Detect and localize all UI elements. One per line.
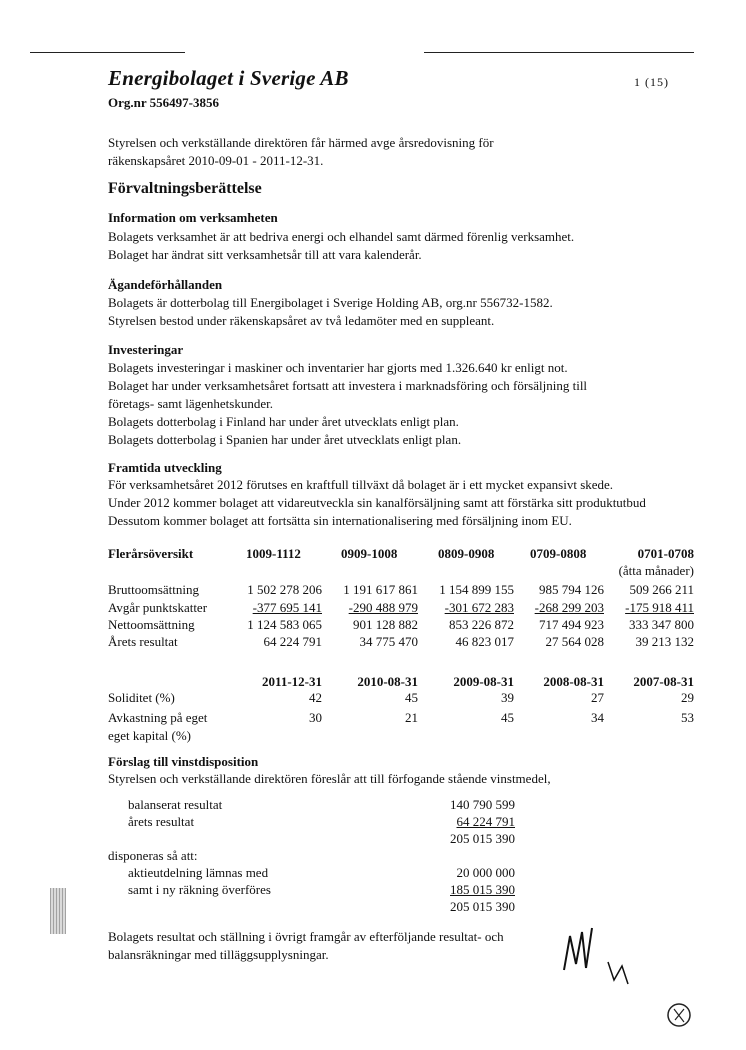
row-label-brutto: Bruttoomsättning — [108, 582, 199, 597]
page-number: 1 (15) — [634, 75, 669, 89]
row-label-soliditet: Soliditet (%) — [108, 690, 175, 705]
period-5-note: (åtta månader) — [618, 563, 694, 578]
scan-artifact — [50, 888, 66, 934]
future-line-2: Under 2012 kommer bolaget att vidareutveckla sin kanalförsäljning samt att förstärka sitt produktutbud — [108, 495, 646, 510]
avkastning-c1: 30 — [309, 710, 322, 725]
brutto-c5: 509 266 211 — [629, 582, 694, 597]
invest-heading: Investeringar — [108, 342, 184, 357]
disp2-item-2-label: samt i ny räkning överföres — [128, 882, 271, 897]
brutto-c2: 1 191 617 861 — [343, 582, 418, 597]
punkt-c5: -175 918 411 — [625, 600, 694, 615]
disp2-item-2-value: 185 015 390 — [450, 882, 515, 897]
disp-item-2-value: 64 224 791 — [456, 814, 515, 829]
invest-line-1: Bolagets investeringar i maskiner och inventarier har gjorts med 1.326.640 kr enligt not. — [108, 360, 568, 375]
initials-stroke-1 — [564, 932, 586, 970]
soliditet-c3: 39 — [501, 690, 514, 705]
resultat-c2: 34 775 470 — [359, 634, 418, 649]
date-c5: 2007-08-31 — [633, 674, 694, 689]
invest-line-4: Bolagets dotterbolag i Finland har under året utvecklats enligt plan. — [108, 414, 459, 429]
resultat-c1: 64 224 791 — [263, 634, 322, 649]
date-c2: 2010-08-31 — [357, 674, 418, 689]
invest-line-2: Bolaget har under verksamhetsåret fortsatt att investera i marknadsföring och försäljning till — [108, 378, 588, 393]
handwritten-initials — [556, 918, 646, 990]
punkt-c4: -268 299 203 — [534, 600, 604, 615]
owner-heading: Ägandeförhållanden — [108, 277, 223, 292]
invest-line-5: Bolagets dotterbolag i Spanien har under året utvecklats enligt plan. — [108, 432, 462, 447]
disposed-label: disponeras så att: — [108, 848, 198, 863]
info-line-1: Bolagets verksamhet är att bedriva energi och elhandel samt därmed förenlig verksamhet. — [108, 229, 575, 244]
brutto-c3: 1 154 899 155 — [439, 582, 514, 597]
resultat-c4: 27 564 028 — [545, 634, 604, 649]
row-label-netto: Nettoomsättning — [108, 617, 195, 632]
multi-year-label: Flerårsöversikt — [108, 546, 194, 561]
date-c3: 2009-08-31 — [453, 674, 514, 689]
section-title: Förvaltningsberättelse — [108, 180, 262, 197]
future-line-3: Dessutom kommer bolaget att fortsätta sin internationalisering med försäljning inom EU. — [108, 513, 572, 528]
resultat-c3: 46 823 017 — [455, 634, 514, 649]
netto-c4: 717 494 923 — [539, 617, 604, 632]
period-4: 0709-0808 — [530, 546, 587, 561]
top-rule-right — [424, 52, 694, 53]
row-label-avkastning-2: eget kapital (%) — [108, 728, 192, 743]
closing-line-1: Bolagets resultat och ställning i övrigt framgår av efterföljande resultat- och — [108, 929, 504, 944]
avkastning-c4: 34 — [591, 710, 604, 725]
disp2-item-1-label: aktieutdelning lämnas med — [128, 865, 269, 880]
disp-item-2-label: årets resultat — [128, 814, 195, 829]
invest-line-3: företags- samt lägenhetskunder. — [108, 396, 273, 411]
netto-c1: 1 124 583 065 — [247, 617, 322, 632]
disp-sum-2: 205 015 390 — [450, 899, 515, 914]
date-c4: 2008-08-31 — [543, 674, 604, 689]
period-1: 1009-1112 — [246, 546, 301, 561]
punkt-c3: -301 672 283 — [444, 600, 514, 615]
initials-stroke-3 — [608, 962, 628, 984]
netto-c3: 853 226 872 — [449, 617, 514, 632]
punkt-c1: -377 695 141 — [252, 600, 322, 615]
punkt-c2: -290 488 979 — [348, 600, 418, 615]
period-2: 0909-1008 — [341, 546, 398, 561]
row-label-avkastning: Avkastning på eget — [108, 710, 208, 725]
initials-stroke-2 — [586, 928, 592, 968]
brutto-c4: 985 794 126 — [539, 582, 604, 597]
intro-line-1: Styrelsen och verkställande direktören får härmed avge årsredovisning för — [108, 135, 494, 150]
soliditet-c5: 29 — [681, 690, 694, 705]
owner-line-1: Bolagets är dotterbolag till Energibolaget i Sverige Holding AB, org.nr 556732-1582. — [108, 295, 553, 310]
disposition-heading: Förslag till vinstdisposition — [108, 754, 259, 769]
owner-line-2: Styrelsen bestod under räkenskapsåret av två ledamöter med en suppleant. — [108, 313, 495, 328]
period-5: 0701-0708 — [637, 546, 694, 561]
info-heading: Information om verksamheten — [108, 210, 278, 225]
soliditet-c4: 27 — [591, 690, 604, 705]
disp-item-1-label: balanserat resultat — [128, 797, 223, 812]
soliditet-c1: 42 — [309, 690, 322, 705]
info-line-2: Bolaget har ändrat sitt verksamhetsår till att vara kalenderår. — [108, 247, 422, 262]
date-c1: 2011-12-31 — [262, 674, 322, 689]
seal-mark — [664, 1000, 694, 1030]
org-number: Org.nr 556497-3856 — [108, 95, 219, 110]
disp-item-1-value: 140 790 599 — [450, 797, 515, 812]
company-name: Energibolaget i Sverige AB — [108, 66, 349, 90]
resultat-c5: 39 213 132 — [635, 634, 694, 649]
disp-sum-1: 205 015 390 — [450, 831, 515, 846]
soliditet-c2: 45 — [405, 690, 418, 705]
avkastning-c2: 21 — [405, 710, 418, 725]
netto-c2: 901 128 882 — [353, 617, 418, 632]
future-line-1: För verksamhetsåret 2012 förutses en kraftfull tillväxt då bolaget är i ett mycket expansivt skede. — [108, 477, 614, 492]
closing-line-2: balansräkningar med tilläggsupplysningar. — [108, 947, 329, 962]
period-3: 0809-0908 — [438, 546, 495, 561]
avkastning-c5: 53 — [681, 710, 694, 725]
avkastning-c3: 45 — [501, 710, 514, 725]
disp2-item-1-value: 20 000 000 — [456, 865, 515, 880]
intro-line-2: räkenskapsåret 2010-09-01 - 2011-12-31. — [108, 153, 324, 168]
row-label-resultat: Årets resultat — [108, 634, 178, 649]
future-heading: Framtida utveckling — [108, 460, 222, 475]
brutto-c1: 1 502 278 206 — [247, 582, 322, 597]
row-label-punktskatter: Avgår punktskatter — [108, 600, 208, 615]
netto-c5: 333 347 800 — [629, 617, 694, 632]
top-rule-left — [30, 52, 185, 53]
disposition-intro: Styrelsen och verkställande direktören föreslår att till förfogande stående vinstmedel, — [108, 771, 551, 786]
